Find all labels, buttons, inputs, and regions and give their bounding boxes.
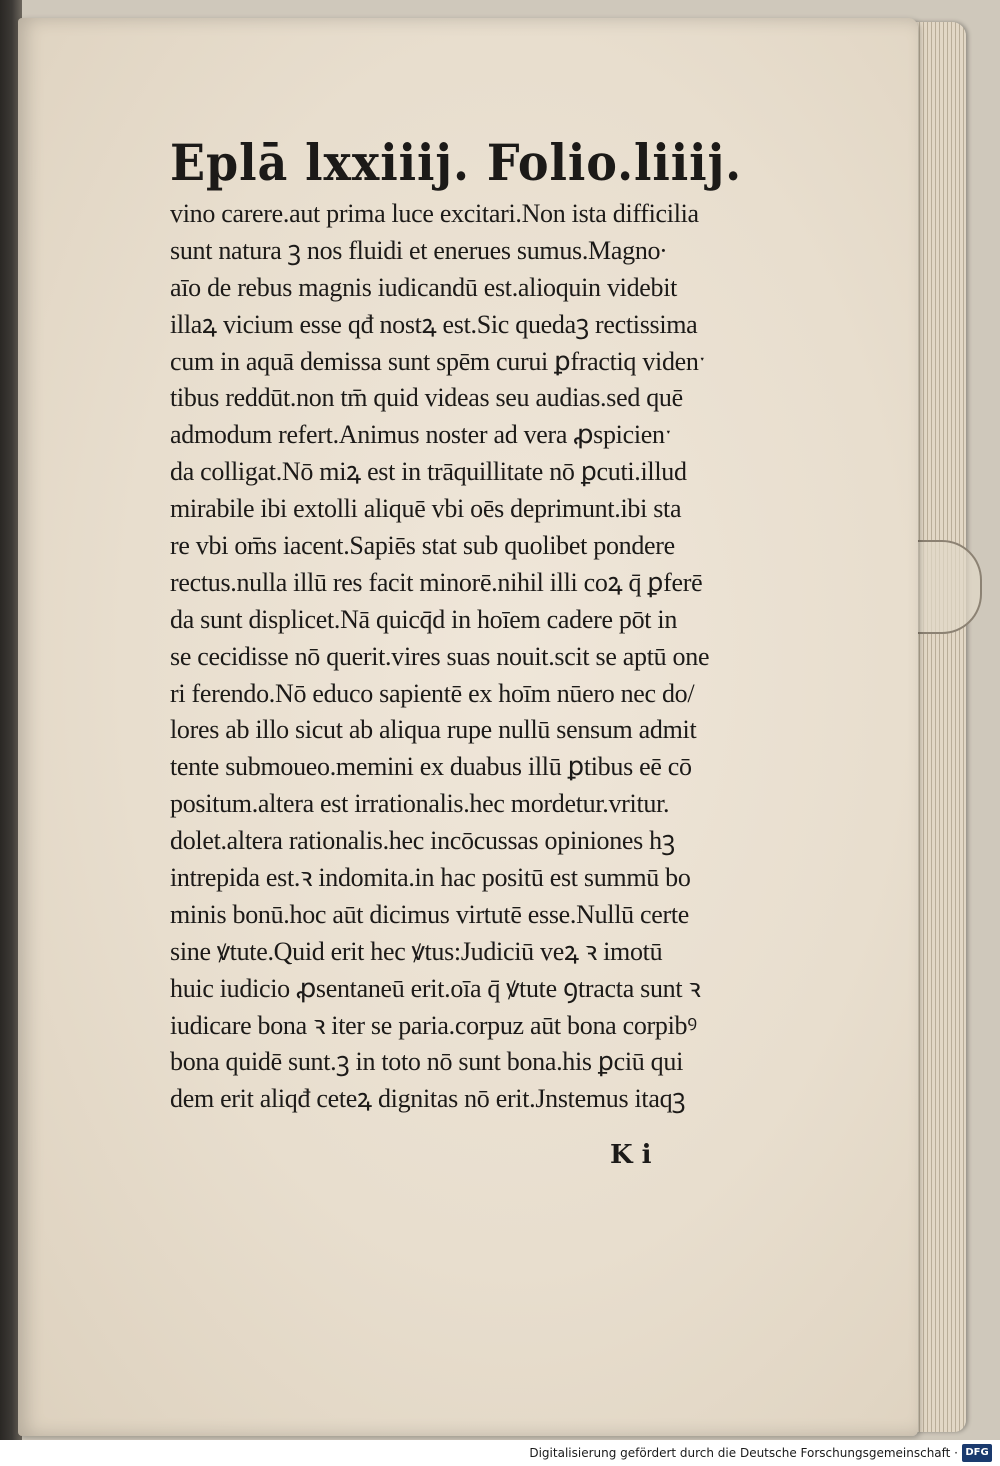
- text-line: tente submoueo.memini ex duabus illū ꝑtibus eē cō: [170, 752, 692, 782]
- footer-bar: [0, 1440, 1000, 1466]
- text-line: huic iudicio ꝓsentaneū erit.oīa q̄ ꝟtute ꝯtracta sunt ꝛ: [170, 973, 701, 1003]
- text-line: dem erit aliqđ ceteꝝ dignitas nō erit.Jnstemus itaqꝫ: [170, 1084, 686, 1114]
- text-line: da colligat.Nō miꝝ est in trāquillitate nō ꝑcuti.illud: [170, 457, 687, 487]
- text-line: vino carere.aut prima luce excitari.Non ista difficilia: [170, 199, 699, 228]
- text-line: aīo de rebus magnis iudicandū est.alioquin videbit: [170, 272, 678, 302]
- text-line: cum in aquā demissa sunt spēm curui ꝑfractiq videnˑ: [170, 346, 706, 376]
- signature-mark: K i: [610, 1140, 652, 1170]
- text-lines: [170, 196, 715, 1118]
- text-line: bona quidē sunt.ꝫ in toto nō sunt bona.his ꝑciū qui: [170, 1047, 684, 1077]
- text-line: sine ꝟtute.Quid erit hec ꝟtus:Judiciū veꝝ ꝛ imotū: [170, 936, 663, 966]
- dfg-logo: DFG: [962, 1444, 992, 1462]
- text-line: intrepida est.ꝛ indomita.in hac positū est summū bo: [170, 863, 691, 893]
- text-line: tibus reddūt.non tm̄ quid videas seu audias.sed quē: [170, 383, 683, 413]
- text-line: minis bonū.hoc aūt dicimus virtutē esse.Nullū certe: [170, 899, 690, 929]
- text-line: illaꝝ vicium esse qđ nostꝝ est.Sic quedaꝫ rectissima: [170, 309, 698, 339]
- text-line: se cecidisse nō querit.vires suas nouit.scit se aptū one: [170, 641, 710, 671]
- text-line: admodum refert.Animus noster ad vera ꝓspicienˑ: [170, 420, 672, 450]
- printed-text-block: [170, 130, 743, 1118]
- text-line: rectus.nulla illū res facit minorē.nihil illi coꝝ q̄ ꝑferē: [170, 567, 703, 597]
- text-line: iudicare bona ꝛ iter se paria.corpuz aūt bona corpibꝰ: [170, 1010, 697, 1040]
- text-line: lores ab illo sicut ab aliqua rupe nullū sensum admit: [170, 715, 697, 745]
- text-line: ri ferendo.Nō educo sapientē ex hoīm nūero nec do/: [170, 678, 695, 708]
- running-head: Eplā lxxiiij. Folio.liiij.: [170, 133, 743, 192]
- text-line: da sunt displicet.Nā quicq̄d in hoīem cadere pōt in: [170, 604, 678, 634]
- text-line: sunt natura ꝫ nos fluidi et enerues sumus.Magno∙: [170, 235, 667, 265]
- text-line: positum.altera est irrationalis.hec mordetur.vritur.: [170, 789, 670, 819]
- text-line: mirabile ibi extolli aliquē vbi oēs deprimunt.ibi sta: [170, 494, 682, 524]
- text-line: dolet.altera rationalis.hec incōcussas opiniones hꝫ: [170, 826, 675, 856]
- page-edges: [912, 22, 966, 1432]
- funding-credit: Digitalisierung gefördert durch die Deutsche Forschungsgemeinschaft ·: [529, 1446, 958, 1460]
- text-line: re vbi om̄s iacent.Sapiēs stat sub quolibet pondere: [170, 531, 675, 561]
